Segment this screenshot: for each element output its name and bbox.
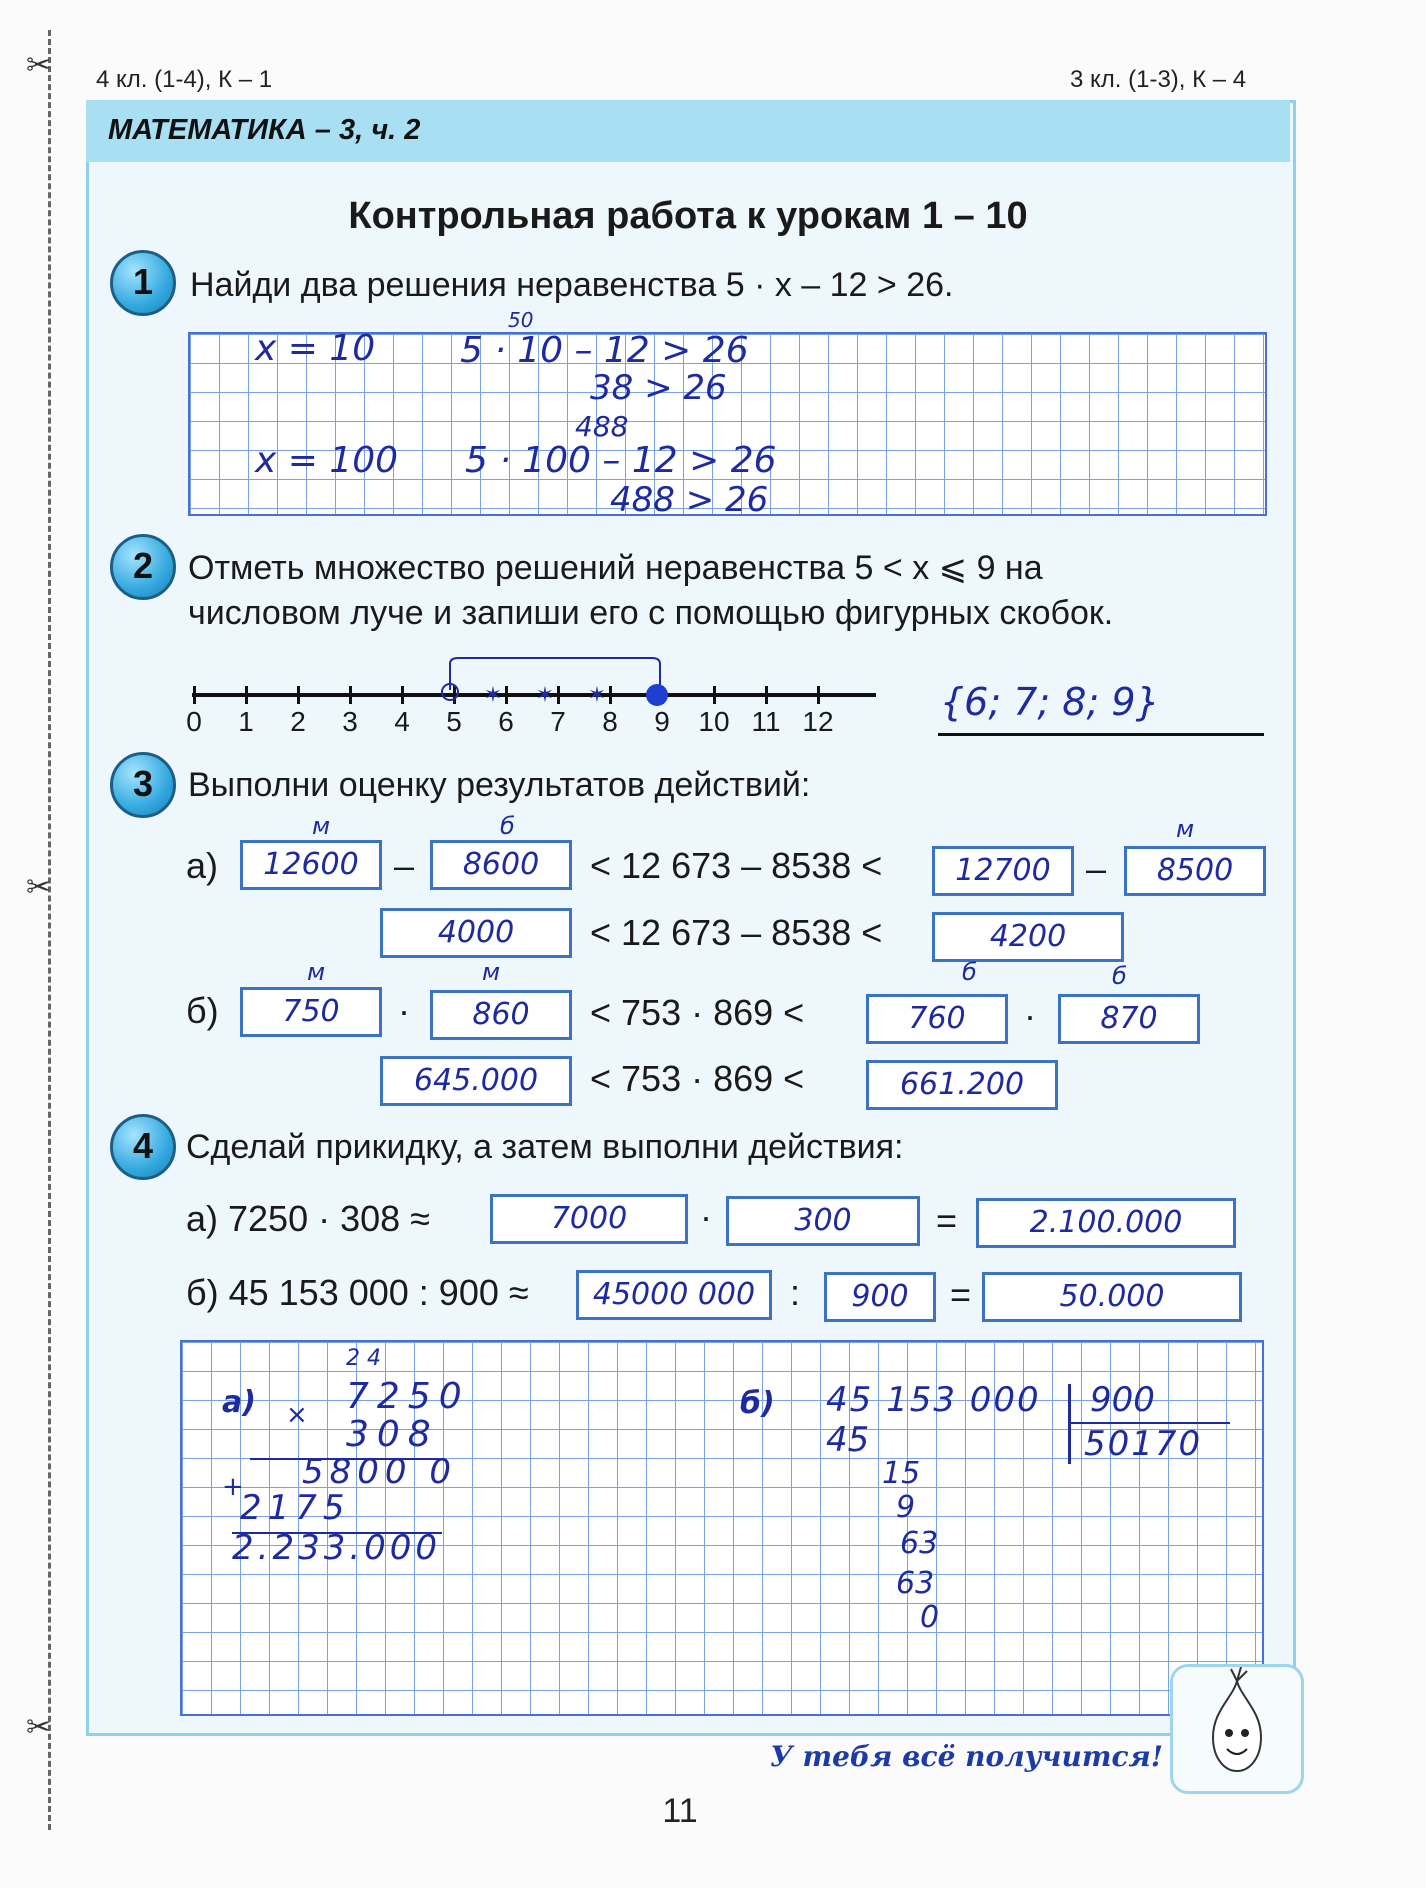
ray-tick-label: 9 (654, 706, 670, 737)
task-2-answer: {6; 7; 8; 9} (940, 680, 1160, 724)
task-1-answer-1: x = 10 (255, 328, 376, 369)
onion-mascot-icon (1173, 1667, 1301, 1791)
task-4-number: 4 (110, 1114, 176, 1180)
multiply-sign: × (286, 1400, 308, 1430)
task-3b-note: м (482, 958, 501, 986)
task-3a-label: а) (186, 845, 219, 886)
ray-tick-label: 1 (238, 706, 254, 737)
ray-tick-label: 4 (394, 706, 410, 737)
task-2-answer-line (938, 733, 1264, 736)
minus-sign: – (394, 845, 415, 886)
scissors-icon: ✂ (26, 1710, 52, 1745)
task-1-number: 1 (110, 250, 176, 316)
task-3b-note: м (307, 958, 326, 986)
equals-sign: = (950, 1274, 972, 1315)
motto-text: У тебя всё получится! (770, 1740, 1164, 1773)
task-3b-box-2[interactable]: 860 (430, 990, 572, 1040)
task-3a-box-1[interactable]: 12600 (240, 840, 382, 890)
ray-tick-label: 7 (550, 706, 566, 737)
task-3a-note: м (312, 812, 331, 840)
calc-a-partial-2: 2175 (240, 1488, 351, 1528)
cut-line (48, 30, 51, 1830)
calc-a-partial-1: 5800 0 (302, 1452, 457, 1492)
task-3a-box-4[interactable]: 8500 (1124, 846, 1266, 896)
calc-b-step: 63 (896, 1566, 935, 1601)
ray-tick (245, 686, 248, 704)
calc-b-step: 63 (900, 1526, 939, 1561)
ray-tick (765, 686, 768, 704)
task-3a-box-3[interactable]: 12700 (932, 846, 1074, 896)
number-ray-marks (430, 650, 680, 710)
ray-tick (193, 686, 196, 704)
ray-tick (349, 686, 352, 704)
task-3b-expression: < 753 · 869 < (590, 992, 805, 1033)
header-right: 3 кл. (1-3), К – 4 (1070, 66, 1247, 93)
ray-tick-label: 8 (602, 706, 618, 737)
subject-title: МАТЕМАТИКА – 3, ч. 2 (108, 114, 421, 146)
calc-b-label: б) (740, 1386, 775, 1421)
task-1-check-2-result: 488 > 26 (610, 480, 769, 520)
ray-tick-label: 5 (446, 706, 462, 737)
task-1-check-1: 5 · 10 – 12 > 26 (460, 330, 749, 371)
task-1-check-1-result: 38 > 26 (590, 368, 727, 408)
dot-sign: · (700, 1196, 712, 1237)
plus-sign: + (222, 1472, 244, 1502)
task-4a-expression: а) 7250 · 308 ≈ (186, 1198, 430, 1239)
task-3a-note: м (1176, 815, 1195, 843)
task-3a-result-lower[interactable]: 4000 (380, 908, 572, 958)
task-2-text-line-1: Отметь множество решений неравенства 5 < x ⩽ 9 на (188, 549, 1043, 587)
calc-b-dividend: 45 153 000 (826, 1380, 1041, 1420)
task-3a-expression: < 12 673 – 8538 < (590, 845, 883, 886)
task-3b-result-lower[interactable]: 645.000 (380, 1056, 572, 1106)
page-title: Контрольная работа к урокам 1 – 10 (348, 195, 1028, 237)
calc-a-product: 2.233.000 (232, 1528, 442, 1568)
task-1-answer-2: x = 100 (255, 440, 399, 481)
ray-tick-label: 3 (342, 706, 358, 737)
task-4a-box-2[interactable]: 300 (726, 1196, 920, 1246)
task-4a-box-1[interactable]: 7000 (490, 1194, 688, 1244)
task-3a-result-upper[interactable]: 4200 (932, 912, 1124, 962)
ray-tick-label: 6 (498, 706, 514, 737)
mascot-frame (1170, 1664, 1304, 1794)
svg-text:✶: ✶ (587, 682, 607, 707)
page-number: 11 (662, 1792, 698, 1830)
task-4a-result-box[interactable]: 2.100.000 (976, 1198, 1236, 1248)
task-4-text: Сделай прикидку, а затем выполни действия: (186, 1128, 904, 1166)
task-3b-note: б (1112, 962, 1127, 990)
task-3b-expression-2: < 753 · 869 < (590, 1058, 805, 1099)
subject-bar (86, 100, 1290, 162)
ray-tick (401, 686, 404, 704)
task-1-note: 488 (575, 410, 629, 443)
ray-tick-label: 12 (802, 706, 834, 737)
task-1-text: Найди два решения неравенства 5 · x – 12 > 26. (190, 266, 954, 304)
task-3a-note: б (500, 812, 515, 840)
dot-sign: · (1024, 995, 1036, 1036)
task-3b-box-3[interactable]: 760 (866, 994, 1008, 1044)
task-4b-result-box[interactable]: 50.000 (982, 1272, 1242, 1322)
task-3b-box-1[interactable]: 750 (240, 987, 382, 1037)
equals-sign: = (936, 1200, 958, 1241)
task-1-check-2: 5 · 100 – 12 > 26 (465, 440, 777, 481)
calc-b-step: 45 (826, 1420, 870, 1460)
task-4b-box-2[interactable]: 900 (824, 1272, 936, 1322)
task-3b-result-upper[interactable]: 661.200 (866, 1060, 1058, 1110)
ray-tick-label: 11 (751, 706, 781, 737)
filled-point-9 (646, 684, 668, 706)
task-4b-box-1[interactable]: 45000 000 (576, 1270, 772, 1320)
task-3a-expression-2: < 12 673 – 8538 < (590, 912, 883, 953)
calc-b-quotient: 50170 (1084, 1424, 1203, 1464)
calc-a-multiplier: 308 (346, 1414, 439, 1455)
task-3-number: 3 (110, 752, 176, 818)
calc-b-step: 9 (896, 1490, 916, 1525)
dot-sign: · (398, 990, 410, 1031)
task-3b-box-4[interactable]: 870 (1058, 994, 1200, 1044)
minus-sign: – (1086, 848, 1107, 889)
calc-a-label: а) (222, 1385, 256, 1420)
header-left: 4 кл. (1-4), К – 1 (96, 66, 273, 93)
task-3b-note: б (962, 958, 977, 986)
svg-text:✶: ✶ (483, 682, 503, 707)
task-1-note: 50 (508, 308, 534, 332)
calc-b-divisor: 900 (1090, 1380, 1155, 1420)
calc-a-multiplicand: 7250 (346, 1376, 470, 1417)
task-3-text: Выполни оценку результатов действий: (188, 766, 811, 804)
calc-b-step: 0 (920, 1600, 940, 1635)
ray-tick (817, 686, 820, 704)
scissors-icon: ✂ (26, 48, 52, 83)
task-4b-expression: б) 45 153 000 : 900 ≈ (186, 1272, 529, 1313)
task-3b-label: б) (186, 990, 219, 1031)
calc-b-step: 15 (882, 1456, 921, 1491)
calc-b-divider (1068, 1384, 1071, 1464)
ray-tick (713, 686, 716, 704)
task-3a-box-2[interactable]: 8600 (430, 840, 572, 890)
ray-tick-label: 2 (290, 706, 306, 737)
ray-tick-label: 0 (186, 706, 202, 737)
task-2-number: 2 (110, 534, 176, 600)
colon-sign: : (790, 1272, 801, 1313)
scissors-icon: ✂ (26, 870, 52, 905)
ray-tick (297, 686, 300, 704)
calc-a-carry: 2 4 (346, 1346, 381, 1371)
ray-tick-label: 10 (698, 706, 730, 737)
task-2-text-line-2: числовом луче и запиши его с помощью фигурных скобок. (188, 594, 1114, 632)
svg-text:✶: ✶ (535, 682, 555, 707)
